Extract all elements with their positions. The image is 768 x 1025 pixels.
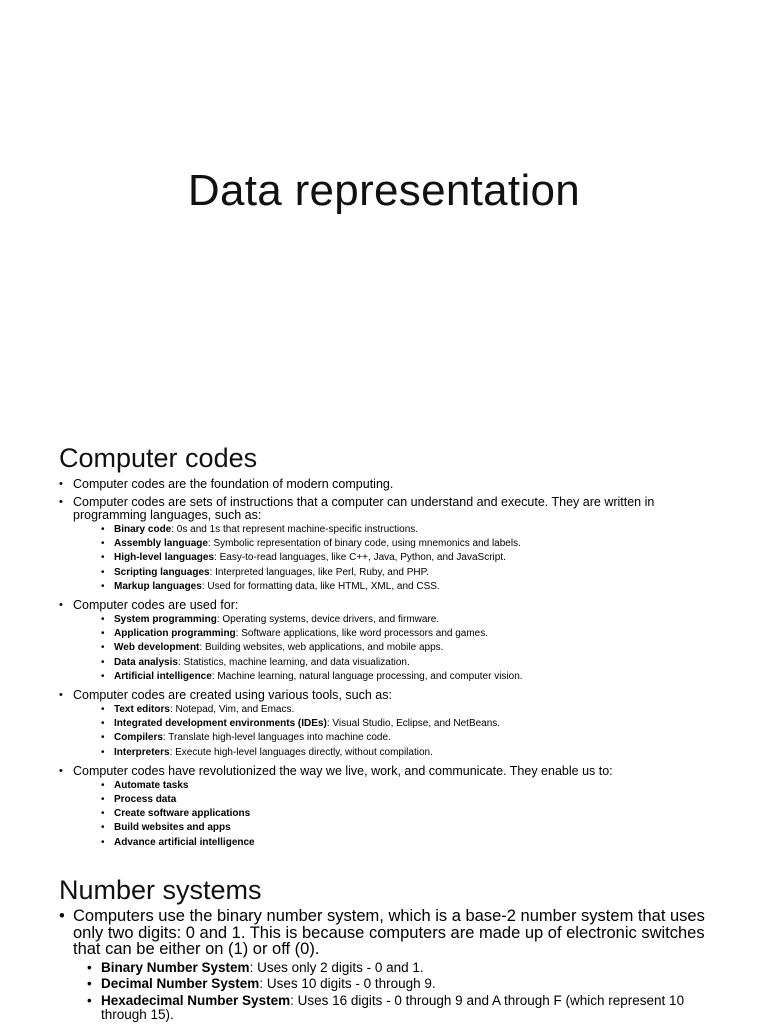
- term-description: : 0s and 1s that represent machine-specific instructions.: [171, 524, 419, 535]
- term-description: : Execute high-level languages directly, without compilation.: [169, 746, 433, 758]
- bullet-text: Computer codes are the foundation of modern computing.: [73, 477, 394, 491]
- sub-list-item: [101, 670, 708, 684]
- sub-list-item: [87, 994, 708, 1023]
- term-description: : Translate high-level languages into machine code.: [162, 732, 391, 744]
- bullet-text: Computer codes are sets of instructions that a computer can understand and execute. They are written in programming languages, such as:: [73, 495, 655, 522]
- sub-list-item: [101, 746, 708, 760]
- term: Hexadecimal Number System: [101, 992, 291, 1008]
- term-description: : Symbolic representation of binary code, using mnemonics and labels.: [207, 538, 521, 550]
- list-item: [59, 599, 708, 684]
- term-description: : Uses only 2 digits - 0 and 1.: [249, 959, 424, 975]
- term-description: : Uses 16 digits - 0 through 9 and A through F (which represent 10 through 15).: [101, 992, 685, 1022]
- term-description: : Software applications, like word processors and games.: [235, 628, 489, 640]
- sub-list-item: [101, 537, 708, 551]
- list-item: [59, 478, 708, 491]
- term: Artificial intelligence: [114, 670, 212, 682]
- sub-list: [73, 961, 708, 1023]
- computer-codes-list: [59, 478, 708, 850]
- sub-list-item: [101, 836, 708, 850]
- sub-list-item: [101, 731, 708, 745]
- bullet-text: Computers use the binary number system, which is a base-2 number system that uses only two digits: 0 and 1. This is because computers are made up of electronic switches that can be either on (1) or off (0).: [73, 907, 705, 958]
- term: Advance artificial intelligence: [114, 836, 255, 848]
- term: Integrated development environments (IDEs): [114, 718, 327, 730]
- term: High-level languages: [114, 552, 215, 564]
- term: Data analysis: [114, 656, 178, 668]
- term-description: : Operating systems, device drivers, and firmware.: [216, 614, 440, 626]
- sub-list-item: [87, 977, 708, 992]
- term: Assembly language: [114, 538, 208, 550]
- sub-list: [73, 779, 708, 850]
- term-description: : Uses 10 digits - 0 through 9.: [259, 976, 436, 991]
- term: System programming: [114, 614, 217, 626]
- sub-list-item: [101, 566, 708, 580]
- term: Scripting languages: [114, 566, 210, 578]
- sub-list-item: [101, 551, 708, 565]
- term: Web development: [114, 642, 200, 654]
- term: Binary code: [114, 524, 172, 535]
- computer-codes-heading: Computer codes: [59, 443, 258, 473]
- sub-list: [73, 703, 708, 760]
- sub-list-item: [101, 613, 708, 627]
- computer-codes-slide: [59, 442, 708, 855]
- bullet-text: Computer codes are used for:: [73, 598, 239, 613]
- term: Process data: [114, 794, 177, 806]
- sub-list-item: [101, 580, 708, 594]
- number-systems-slide: [59, 874, 708, 1025]
- sub-list-item: [101, 821, 708, 835]
- sub-list-item: [101, 703, 708, 717]
- term: Application programming: [114, 628, 236, 640]
- sub-list-item: [101, 641, 708, 655]
- term-description: : Machine learning, natural language processing, and computer vision.: [211, 670, 523, 682]
- number-systems-list: [59, 908, 708, 1023]
- term-description: : Building websites, web applications, and mobile apps.: [199, 642, 444, 654]
- list-item: [59, 765, 708, 850]
- term-description: : Visual Studio, Eclipse, and NetBeans.: [326, 718, 501, 730]
- term: Binary Number System: [101, 959, 250, 975]
- term: Decimal Number System: [101, 976, 260, 991]
- sub-list-item: [101, 807, 708, 821]
- term-description: : Notepad, Vim, and Emacs.: [169, 704, 295, 716]
- sub-list-item: [101, 717, 708, 731]
- term: Build websites and apps: [114, 822, 231, 834]
- sub-list: [73, 613, 708, 684]
- list-item: [59, 496, 708, 594]
- title-slide: [0, 0, 768, 420]
- list-item: [59, 908, 708, 1023]
- number-systems-heading: Number systems: [59, 875, 262, 905]
- list-item: [59, 689, 708, 760]
- sub-list-item: [101, 779, 708, 793]
- term: Text editors: [114, 704, 170, 716]
- term: Markup languages: [114, 580, 202, 592]
- term-description: : Used for formatting data, like HTML, XML, and CSS.: [201, 580, 440, 592]
- bullet-text: Computer codes have revolutionized the way we live, work, and communicate. They enable us to:: [73, 763, 613, 778]
- sub-list-item: [101, 793, 708, 807]
- sub-list-item: [101, 627, 708, 641]
- term: Create software applications: [114, 808, 251, 820]
- term-description: : Interpreted languages, like Perl, Ruby, and PHP.: [209, 566, 429, 578]
- bullet-text: Computer codes are created using various tools, such as:: [73, 688, 392, 703]
- term-description: : Statistics, machine learning, and data visualization.: [177, 656, 410, 668]
- sub-list-item: [101, 656, 708, 670]
- sub-list-item: [87, 961, 708, 976]
- sub-list-item: [101, 523, 708, 537]
- term: Interpreters: [114, 746, 170, 758]
- term: Compilers: [114, 732, 163, 744]
- slide-title: Data representation: [187, 166, 581, 215]
- term: Automate tasks: [114, 779, 189, 791]
- term-description: : Easy-to-read languages, like C++, Java, Python, and JavaScript.: [214, 552, 506, 564]
- sub-list: [73, 523, 708, 594]
